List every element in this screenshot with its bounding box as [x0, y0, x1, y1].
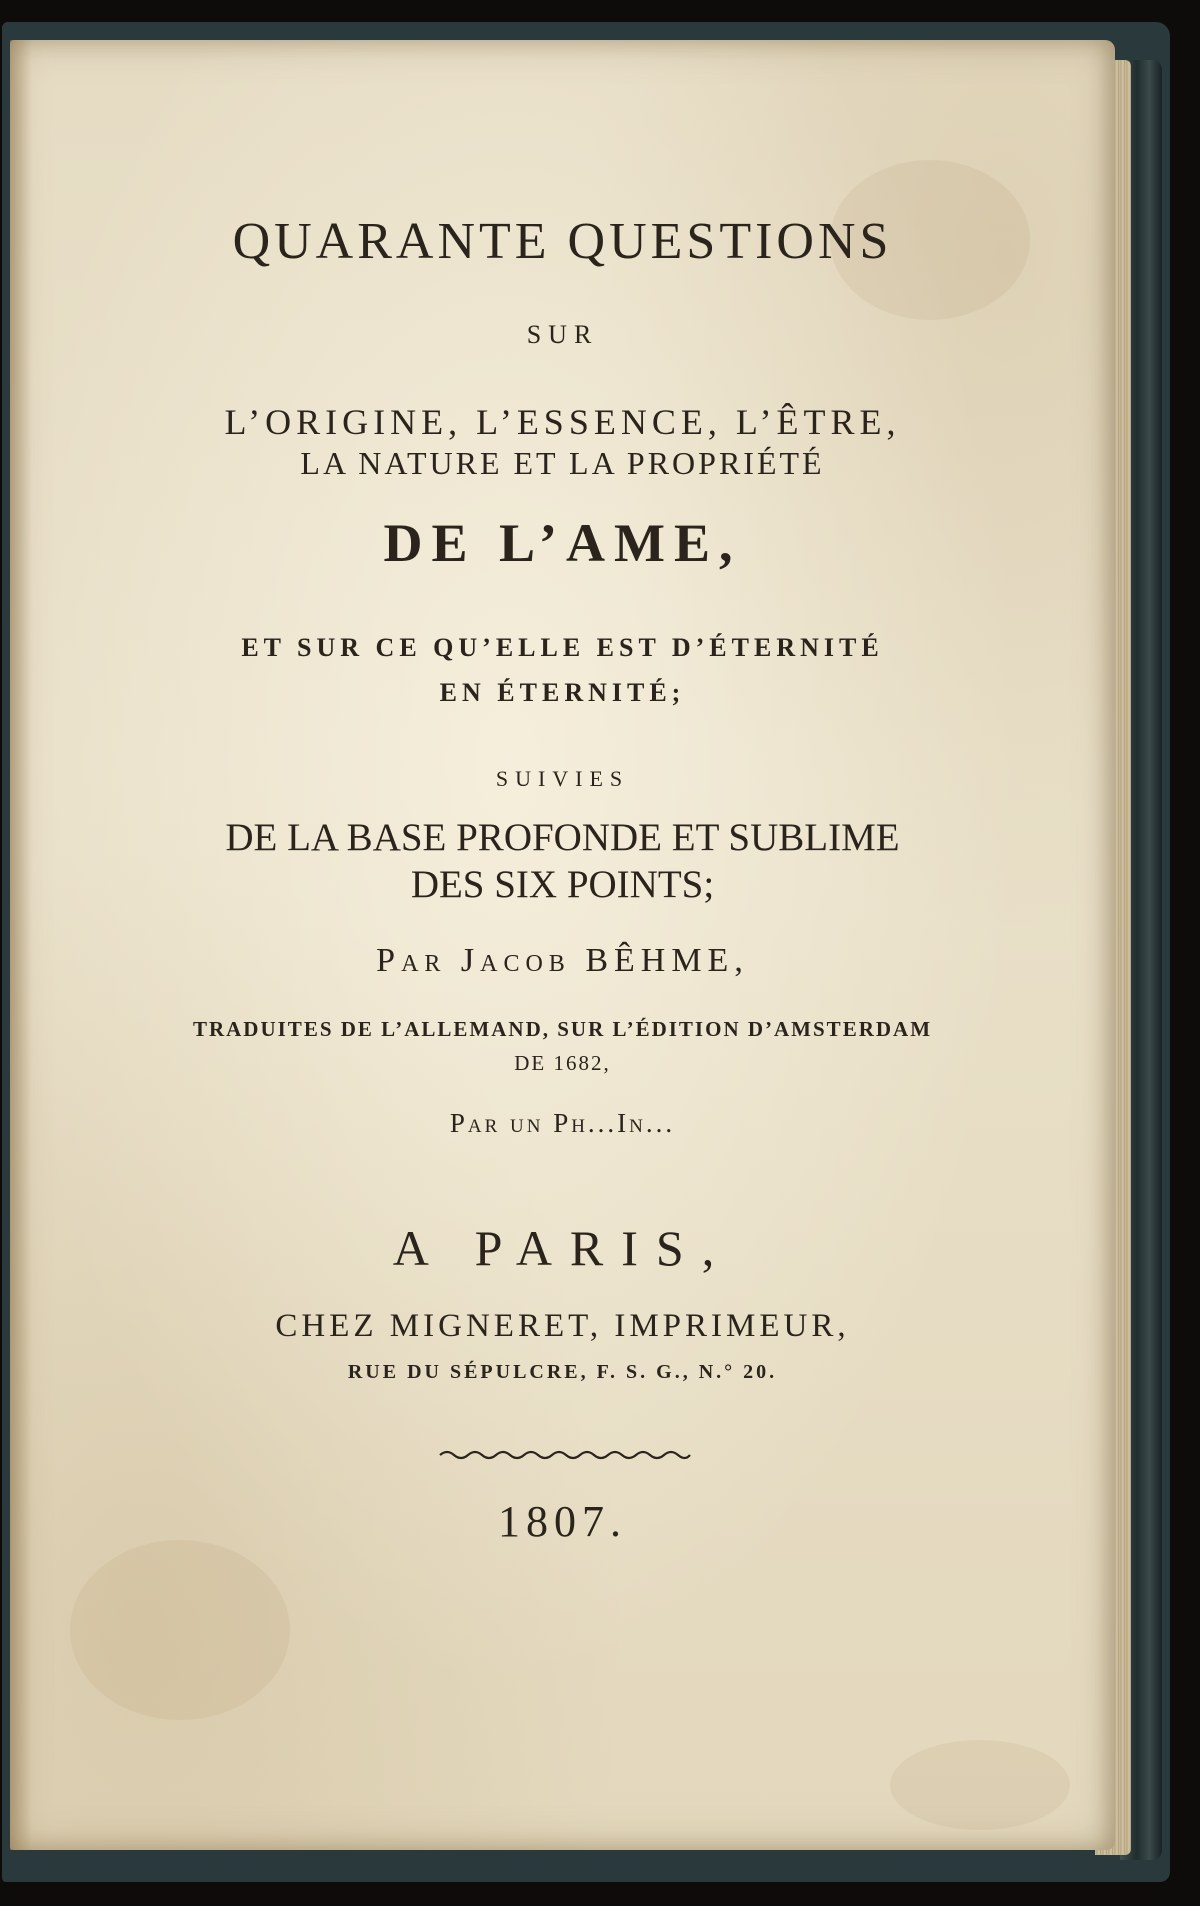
eternity-line-2: EN ÉTERNITÉ;: [439, 678, 686, 707]
page-gutter-shadow: [10, 40, 32, 1850]
eternity-line-1: ET SUR CE QU’ELLE EST D’ÉTERNITÉ: [241, 633, 884, 662]
ornamental-rule: [435, 1445, 695, 1465]
subtitle-line-1: DE LA BASE PROFONDE ET SUBLIME: [225, 816, 900, 859]
paper-stain: [70, 1540, 290, 1720]
title-connector: SUR: [526, 320, 599, 349]
subtitle-line-2: DES SIX POINTS;: [410, 863, 715, 906]
imprint-city: A PARIS,: [392, 1220, 733, 1276]
author-line: Par Jacob BÊHME,: [376, 942, 749, 979]
translation-line-1: TRADUITES DE L’ALLEMAND, SUR L’ÉDITION D’AMSTERDAM: [192, 1017, 933, 1041]
imprint-printer: CHEZ MIGNERET, IMPRIMEUR,: [275, 1308, 850, 1344]
paper-stain: [890, 1740, 1070, 1830]
translator-line: Par un Ph...In...: [449, 1108, 676, 1138]
suivies-label: SUIVIES: [495, 766, 630, 791]
publication-year: 1807.: [498, 1497, 627, 1546]
imprint-address: RUE DU SÉPULCRE, F. S. G., N.° 20.: [347, 1361, 778, 1383]
subject-line-2: LA NATURE ET LA PROPRIÉTÉ: [300, 445, 825, 481]
title-page: [10, 40, 1115, 1850]
subject-line-1: L’ORIGINE, L’ESSENCE, L’ÊTRE,: [224, 402, 901, 442]
book-title: QUARANTE QUESTIONS: [232, 213, 893, 270]
subject-main: DE L’AME,: [383, 513, 742, 573]
translation-line-2: DE 1682,: [514, 1051, 611, 1075]
